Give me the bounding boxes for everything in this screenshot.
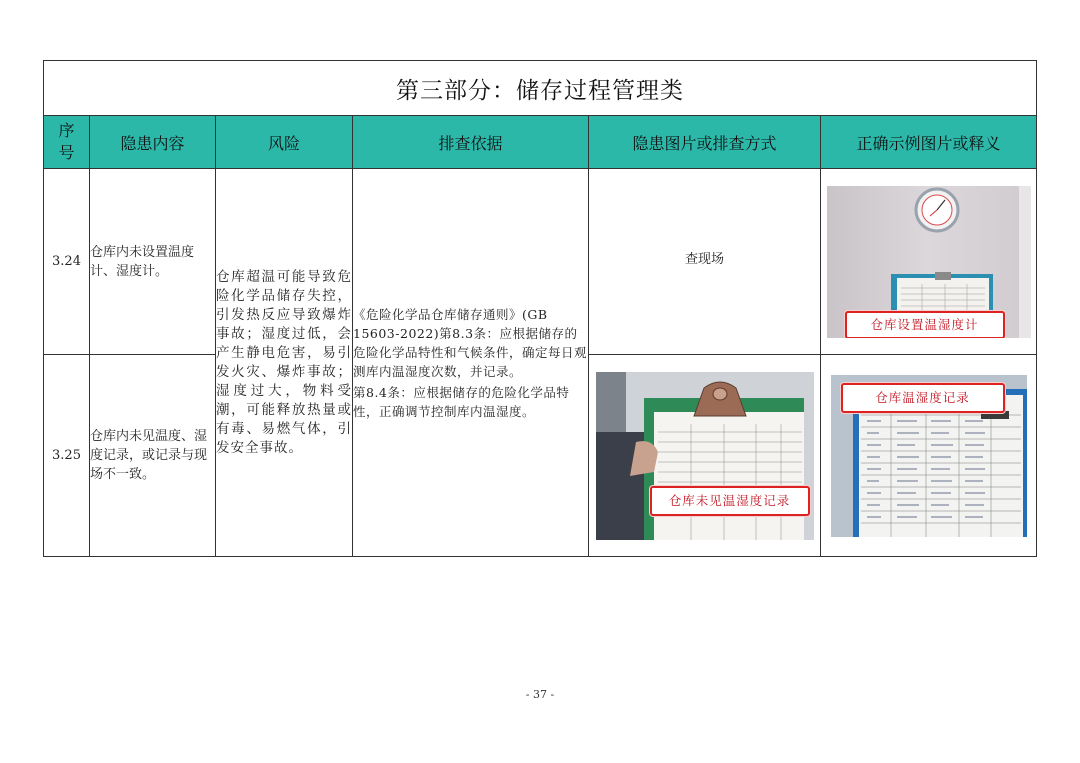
example-record-photo-cell: [821, 355, 1037, 557]
hygrometer-photo: [827, 186, 1031, 338]
example-callout-text: 仓库设置温湿度计: [870, 316, 979, 332]
section-title: 第三部分：储存过程管理类: [44, 61, 1037, 116]
example-record-callout-label: [841, 383, 1005, 413]
header-seq-line2: 号: [58, 143, 75, 162]
temperature-record-photo: [831, 375, 1027, 537]
row-number: 3.25: [44, 355, 90, 557]
header-method: 隐患图片或排查方式: [589, 116, 821, 169]
table-row: [44, 169, 1037, 355]
hazard-content: 仓库内未设置温度计、湿度计。: [90, 169, 216, 355]
header-basis: 排查依据: [353, 116, 589, 169]
hazard-callout-text: 仓库未见温湿度记录: [668, 492, 791, 508]
basis-paragraph-2: 第8.4条：应根据储存的危险化学品特性，正确调节控制库内温湿度。: [353, 384, 570, 419]
header-seq-line1: 序: [58, 121, 75, 140]
hazard-content: 仓库内未见温度、湿度记录，或记录与现场不一致。: [90, 355, 216, 557]
header-risk: 风险: [216, 116, 353, 169]
header-seq: [44, 116, 90, 169]
check-method: [589, 169, 821, 355]
example-record-callout-text: 仓库温湿度记录: [875, 389, 970, 405]
missing-record-photo: [596, 372, 814, 540]
example-photo-cell: [821, 169, 1037, 355]
row-number: 3.24: [44, 169, 90, 355]
header-content: 隐患内容: [90, 116, 216, 169]
risk-description: 仓库超温可能导致危险化学品储存失控，引发热反应导致爆炸事故；湿度过低，会产生静电危害，易引发火灾、爆炸事故；湿度过大，物料受潮，可能释放热量或有毒、易燃气体，引发安全事故。: [216, 169, 353, 557]
hazard-photo-cell: [589, 355, 821, 557]
basis-paragraph-1: 《危险化学品仓库储存通则》(GB 15603-2022)第8.3条：应根据储存的危险化学品特性和气候条件，确定每日观测库内温湿度次数，并记录。: [353, 306, 588, 379]
page-number: - 37 -: [525, 688, 555, 701]
check-method-text: 查现场: [684, 252, 724, 267]
header-example: 正确示例图片或释义: [821, 116, 1037, 169]
document-sheet: [43, 60, 1036, 557]
example-callout-label: [845, 311, 1005, 338]
hazard-callout-label: [650, 486, 810, 516]
table-header-row: [44, 116, 1037, 169]
hazard-table: [43, 60, 1037, 557]
check-basis: [353, 169, 589, 557]
